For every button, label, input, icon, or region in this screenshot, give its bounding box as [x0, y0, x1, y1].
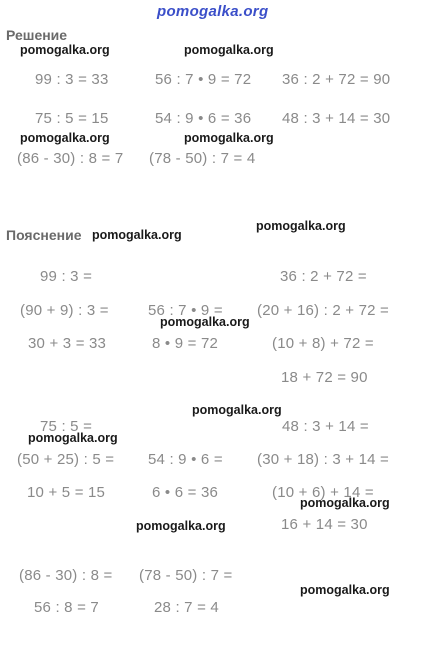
- explanation-line: (90 + 9) : 3 =: [20, 302, 109, 319]
- explanation-line: 36 : 2 + 72 =: [280, 268, 367, 285]
- site-header: pomogalka.org: [157, 3, 269, 20]
- explanation-line: (10 + 6) + 14 =: [272, 484, 374, 501]
- explanation-line: (50 + 25) : 5 =: [17, 451, 115, 468]
- explanation-line: 56 : 7 • 9 =: [148, 302, 223, 319]
- explanation-line: 30 + 3 = 33: [28, 335, 107, 352]
- watermark: pomogalka.org: [20, 131, 110, 145]
- explanation-line: (78 - 50) : 7 =: [139, 567, 233, 584]
- solution-equation: 48 : 3 + 14 = 30: [282, 110, 391, 127]
- solution-equation: 54 : 9 • 6 = 36: [155, 110, 252, 127]
- explanation-line: 48 : 3 + 14 =: [282, 418, 369, 435]
- explanation-line: 28 : 7 = 4: [154, 599, 219, 616]
- explanation-line: 99 : 3 =: [40, 268, 93, 285]
- explanation-line: 56 : 8 = 7: [34, 599, 99, 616]
- explanation-line: 8 • 9 = 72: [152, 335, 219, 352]
- watermark: pomogalka.org: [28, 431, 118, 445]
- watermark: pomogalka.org: [160, 315, 250, 329]
- solution-equation: 75 : 5 = 15: [35, 110, 109, 127]
- watermark: pomogalka.org: [300, 583, 390, 597]
- explanation-line: 16 + 14 = 30: [281, 516, 368, 533]
- watermark: pomogalka.org: [136, 519, 226, 533]
- watermark: pomogalka.org: [92, 228, 182, 242]
- explanation-line: (20 + 16) : 2 + 72 =: [257, 302, 390, 319]
- solution-equation: (78 - 50) : 7 = 4: [149, 150, 256, 167]
- watermark: pomogalka.org: [256, 219, 346, 233]
- watermark: pomogalka.org: [300, 496, 390, 510]
- solution-equation: (86 - 30) : 8 = 7: [17, 150, 124, 167]
- explanation-heading: Пояснение: [6, 227, 82, 243]
- explanation-line: (86 - 30) : 8 =: [19, 567, 113, 584]
- explanation-line: 6 • 6 = 36: [152, 484, 219, 501]
- watermark: pomogalka.org: [20, 43, 110, 57]
- explanation-line: (30 + 18) : 3 + 14 =: [257, 451, 390, 468]
- explanation-line: 75 : 5 =: [40, 418, 93, 435]
- explanation-line: 54 : 9 • 6 =: [148, 451, 223, 468]
- watermark: pomogalka.org: [192, 403, 282, 417]
- solution-equation: 36 : 2 + 72 = 90: [282, 71, 391, 88]
- solution-equation: 99 : 3 = 33: [35, 71, 109, 88]
- explanation-line: (10 + 8) + 72 =: [272, 335, 374, 352]
- explanation-line: 18 + 72 = 90: [281, 369, 368, 386]
- solution-heading: Решение: [6, 27, 68, 43]
- watermark: pomogalka.org: [184, 131, 274, 145]
- solution-equation: 56 : 7 • 9 = 72: [155, 71, 252, 88]
- watermark: pomogalka.org: [184, 43, 274, 57]
- explanation-line: 10 + 5 = 15: [27, 484, 106, 501]
